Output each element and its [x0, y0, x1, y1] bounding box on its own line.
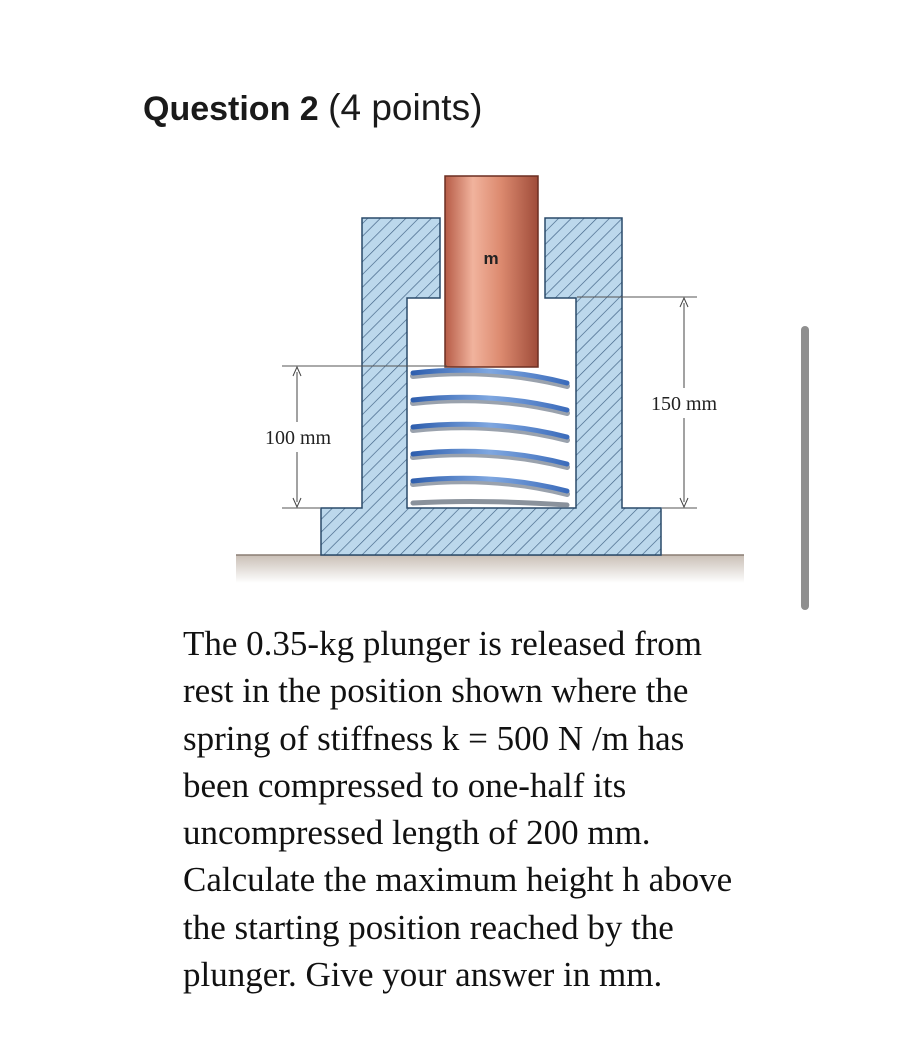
problem-line: The 0.35-kg plunger is released from — [183, 624, 703, 663]
plunger — [445, 176, 538, 367]
dimension-100mm — [265, 366, 447, 508]
spring — [413, 370, 567, 505]
problem-statement — [183, 620, 843, 998]
problem-line: uncompressed length of 200 mm. — [183, 813, 651, 853]
problem-line: spring of stiffness k = 500 N /m has — [183, 718, 685, 758]
ground-surface — [236, 555, 744, 583]
dimension-left-label: 100 mm — [264, 427, 332, 449]
mass-label: m — [483, 249, 499, 268]
problem-line: rest in the position shown where the — [183, 671, 689, 711]
problem-line: Calculate the maximum height h above — [183, 860, 733, 900]
problem-line: plunger. Give your answer in mm. — [183, 955, 663, 995]
dimension-right-label: 150 mm — [650, 393, 718, 415]
problem-line: the starting position reached by the — [183, 907, 674, 947]
problem-line: been compressed to one-half its — [183, 765, 627, 805]
question-points: (4 points) — [328, 87, 483, 128]
scrollbar-thumb[interactable] — [801, 326, 809, 610]
question-number: Question 2 — [143, 90, 319, 128]
